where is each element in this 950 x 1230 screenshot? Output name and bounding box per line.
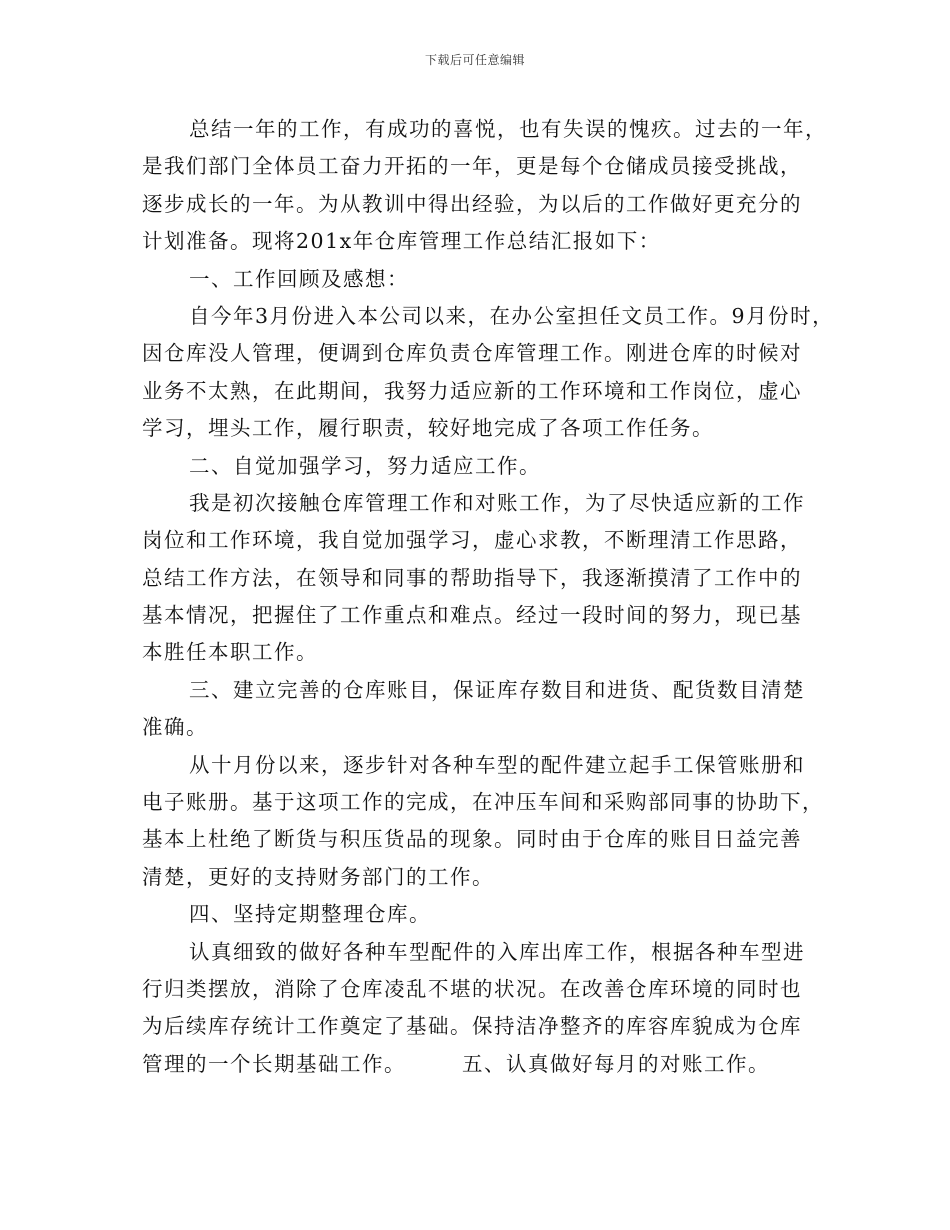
paragraph-line: 业务不太熟，在此期间，我努力适应新的工作环境和工作岗位，虚心 (142, 378, 802, 403)
paragraph-line: 逐步成长的一年。为从教训中得出经验，为以后的工作做好更充分的 (142, 191, 802, 216)
section-heading: 四、坚持定期整理仓库。 (189, 902, 431, 927)
paragraph-line: 总结一年的工作，有成功的喜悦，也有失误的愧疚。过去的一年， (189, 117, 827, 141)
paragraph-line: 行归类摆放，消除了仓库凌乱不堪的状况。在改善仓库环境的同时也 (142, 976, 802, 1001)
paragraph-line: 认真细致的做好各种车型配件的入库出库工作，根据各种车型进 (189, 939, 805, 964)
paragraph-line-with-heading (142, 1046, 832, 1083)
paragraph-line: 本胜任本职工作。 (142, 640, 318, 665)
paragraph-line-end: 管理的一个长期基础工作。 (142, 1051, 406, 1076)
paragraph-line: 我是初次接触仓库管理工作和对账工作，为了尽快适应新的工作 (189, 490, 805, 515)
section-heading-continued: 准确。 (142, 715, 208, 740)
paragraph-line: 总结工作方法，在领导和同事的帮助指导下，我逐渐摸清了工作中的 (142, 565, 802, 590)
paragraph-line: 岗位和工作环境，我自觉加强学习，虚心求教，不断理清工作思路， (142, 528, 802, 553)
paragraph-line: 是我们部门全体员工奋力开拓的一年，更是每个仓储成员接受挑战， (142, 154, 802, 179)
paragraph-line: 为后续库存统计工作奠定了基础。保持洁净整齐的库容库貌成为仓库 (142, 1014, 802, 1039)
paragraph-line: 从十月份以来，逐步针对各种车型的配件建立起手工保管账册和 (189, 752, 805, 777)
paragraph-line: 学习，埋头工作，履行职责，较好地完成了各项工作任务。 (142, 416, 714, 441)
paragraph-line: 自今年3月份进入本公司以来，在办公室担任文员工作。9月份时， (189, 303, 835, 328)
section-heading: 二、自觉加强学习，努力适应工作。 (189, 453, 541, 478)
page-header: 下载后可任意编辑 (424, 53, 525, 67)
paragraph-line: 清楚，更好的支持财务部门的工作。 (142, 864, 494, 889)
section-heading: 一、工作回顾及感想： (189, 266, 409, 291)
paragraph-line: 计划准备。现将201x年仓库管理工作总结汇报如下： (142, 229, 661, 254)
section-heading: 五、认真做好每月的对账工作。 (462, 1051, 770, 1076)
paragraph-line: 基本上杜绝了断货与积压货品的现象。同时由于仓库的账目日益完善 (142, 827, 802, 852)
paragraph-line: 电子账册。基于这项工作的完成，在冲压车间和采购部同事的协助下， (142, 790, 824, 815)
paragraph-line: 基本情况，把握住了工作重点和难点。经过一段时间的努力，现已基 (142, 603, 802, 628)
paragraph-line: 因仓库没人管理，便调到仓库负责仓库管理工作。刚进仓库的时候对 (142, 341, 802, 366)
document-body (142, 111, 835, 1083)
section-heading: 三、建立完善的仓库账目，保证库存数目和进货、配货数目清楚 (189, 677, 805, 702)
